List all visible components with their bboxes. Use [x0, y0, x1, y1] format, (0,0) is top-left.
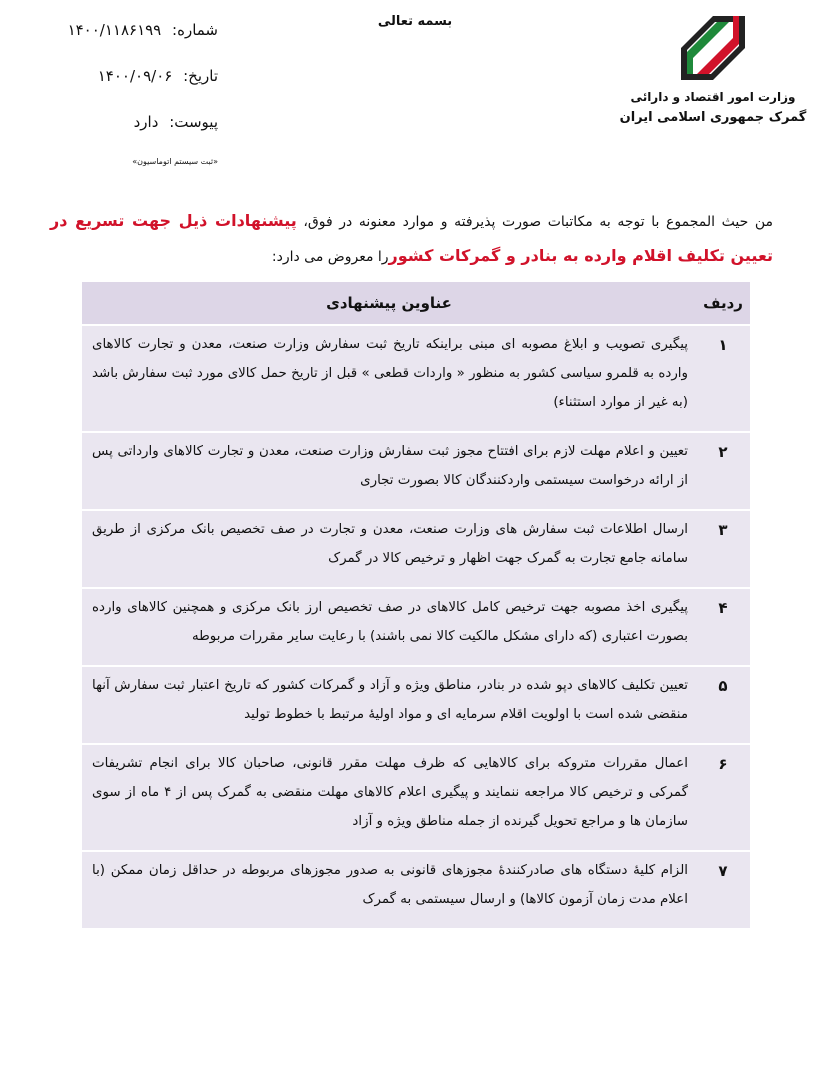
table-row: [82, 851, 750, 929]
number-label: شماره:: [172, 21, 218, 39]
row-text: ارسال اطلاعات ثبت سفارش های وزارت صنعت، معدن و تجارت در صف تخصیص بانک مرکزی از طریق سامانه جامع تجارت به گمرک جهت اظهار و ترخیص کالا در گمرک: [82, 510, 696, 588]
auto-register-note: «ثبت سیستم اتوماسیون»: [132, 157, 218, 166]
row-text: تعیین و اعلام مهلت لازم برای افتتاح مجوز ثبت سفارش وزارت صنعت، معدن و تجارت کالاهای وارداتی پس از ارائه درخواست سیستمی واردکنندگان کالا بصورت تجاری: [82, 432, 696, 510]
row-number: ۶: [696, 744, 750, 851]
date-label: تاریخ:: [183, 67, 218, 85]
attachment-line: [18, 106, 218, 152]
table-row: [82, 325, 750, 432]
intro-text-1: من حیث المجموع با توجه به مکاتبات صورت پذیرفته و موارد معنونه در فوق،: [296, 214, 774, 230]
table-row: [82, 510, 750, 588]
row-text: الزام کلیهٔ دستگاه های صادرکنندهٔ مجوزهای قانونی به صدور مجوزهای مربوطه در حداقل زمان ممکن (با اعلام مدت زمان آزمون کالاها) و ارسال سیستمی به گمرک: [82, 851, 696, 929]
table-row: [82, 432, 750, 510]
intro-paragraph: [50, 204, 773, 274]
row-text: پیگیری اخذ مصوبه جهت ترخیص کامل کالاهای در صف تخصیص ارز بانک مرکزی و همچنین کالاهای وارده بصورت اعتباری (که دارای مشکل مالکیت کالا نمی باشند) با رعایت سایر مقررات مربوطه: [82, 588, 696, 666]
organization-block: [613, 8, 813, 125]
row-number: ۷: [696, 851, 750, 929]
row-number: ۲: [696, 432, 750, 510]
table-row: [82, 744, 750, 851]
attachment-label: پیوست:: [169, 113, 218, 131]
intro-text-2: را معروض می دارد:: [271, 249, 389, 265]
table-row: [82, 588, 750, 666]
number-value: ۱۴۰۰/۱۱۸۶۱۹۹: [67, 21, 162, 39]
ministry-name: وزارت امور اقتصاد و دارائی: [630, 90, 796, 104]
row-text: تعیین تکلیف کالاهای دپو شده در بنادر، مناطق ویژه و آزاد و گمرکات کشور که تاریخ اعتبار ثبت سفارش آنها منقضی شده است با اولویت اقلام سرمایه ای و مواد اولیهٔ مرتبط با خطوط تولید: [82, 666, 696, 744]
table-header-row: [82, 282, 750, 325]
intro-highlight: پیشنهادات ذیل جهت تسریع در تعیین تکلیف اقلام وارده به بنادر و گمرکات کشور: [50, 211, 773, 265]
date-line: [18, 60, 218, 106]
customs-logo-icon: [673, 8, 753, 88]
proposals-table: [82, 282, 750, 930]
bismillah-heading: بسمه تعالی: [377, 14, 453, 29]
row-number: ۳: [696, 510, 750, 588]
customs-name: گمرک جمهوری اسلامی ایران: [619, 110, 807, 125]
date-value: ۱۴۰۰/۰۹/۰۶: [97, 67, 173, 85]
column-header-row-number: ردیف: [696, 282, 750, 325]
document-meta: [18, 14, 218, 168]
attachment-value: دارد: [133, 113, 159, 131]
number-line: [18, 14, 218, 60]
row-number: ۴: [696, 588, 750, 666]
row-number: ۵: [696, 666, 750, 744]
column-header-title: عناوین پیشنهادی: [82, 282, 696, 325]
table-row: [82, 666, 750, 744]
row-text: اعمال مقررات متروکه برای کالاهایی که ظرف مهلت مقرر قانونی، صاحبان کالا برای انجام تشریفات گمرکی و ترخیص کالا مراجعه ننمایند و پیگیری اعلام کالاهای مهلت منقضی به گمرک پس از ۴ ماه از سوی سازمان ها و مراجع تحویل گیرنده از جمله مناطق ویژه و آزاد: [82, 744, 696, 851]
row-text: پیگیری تصویب و ابلاغ مصوبه ای مبنی براینکه تاریخ ثبت سفارش وزارت صنعت، معدن و تجارت کالاهای وارده به قلمرو سیاسی کشور به منظور « واردات قطعی » قبل از تاریخ حمل کالای مورد ثبت سفارش باشد (به غیر از موارد استثناء): [82, 325, 696, 432]
row-number: ۱: [696, 325, 750, 432]
